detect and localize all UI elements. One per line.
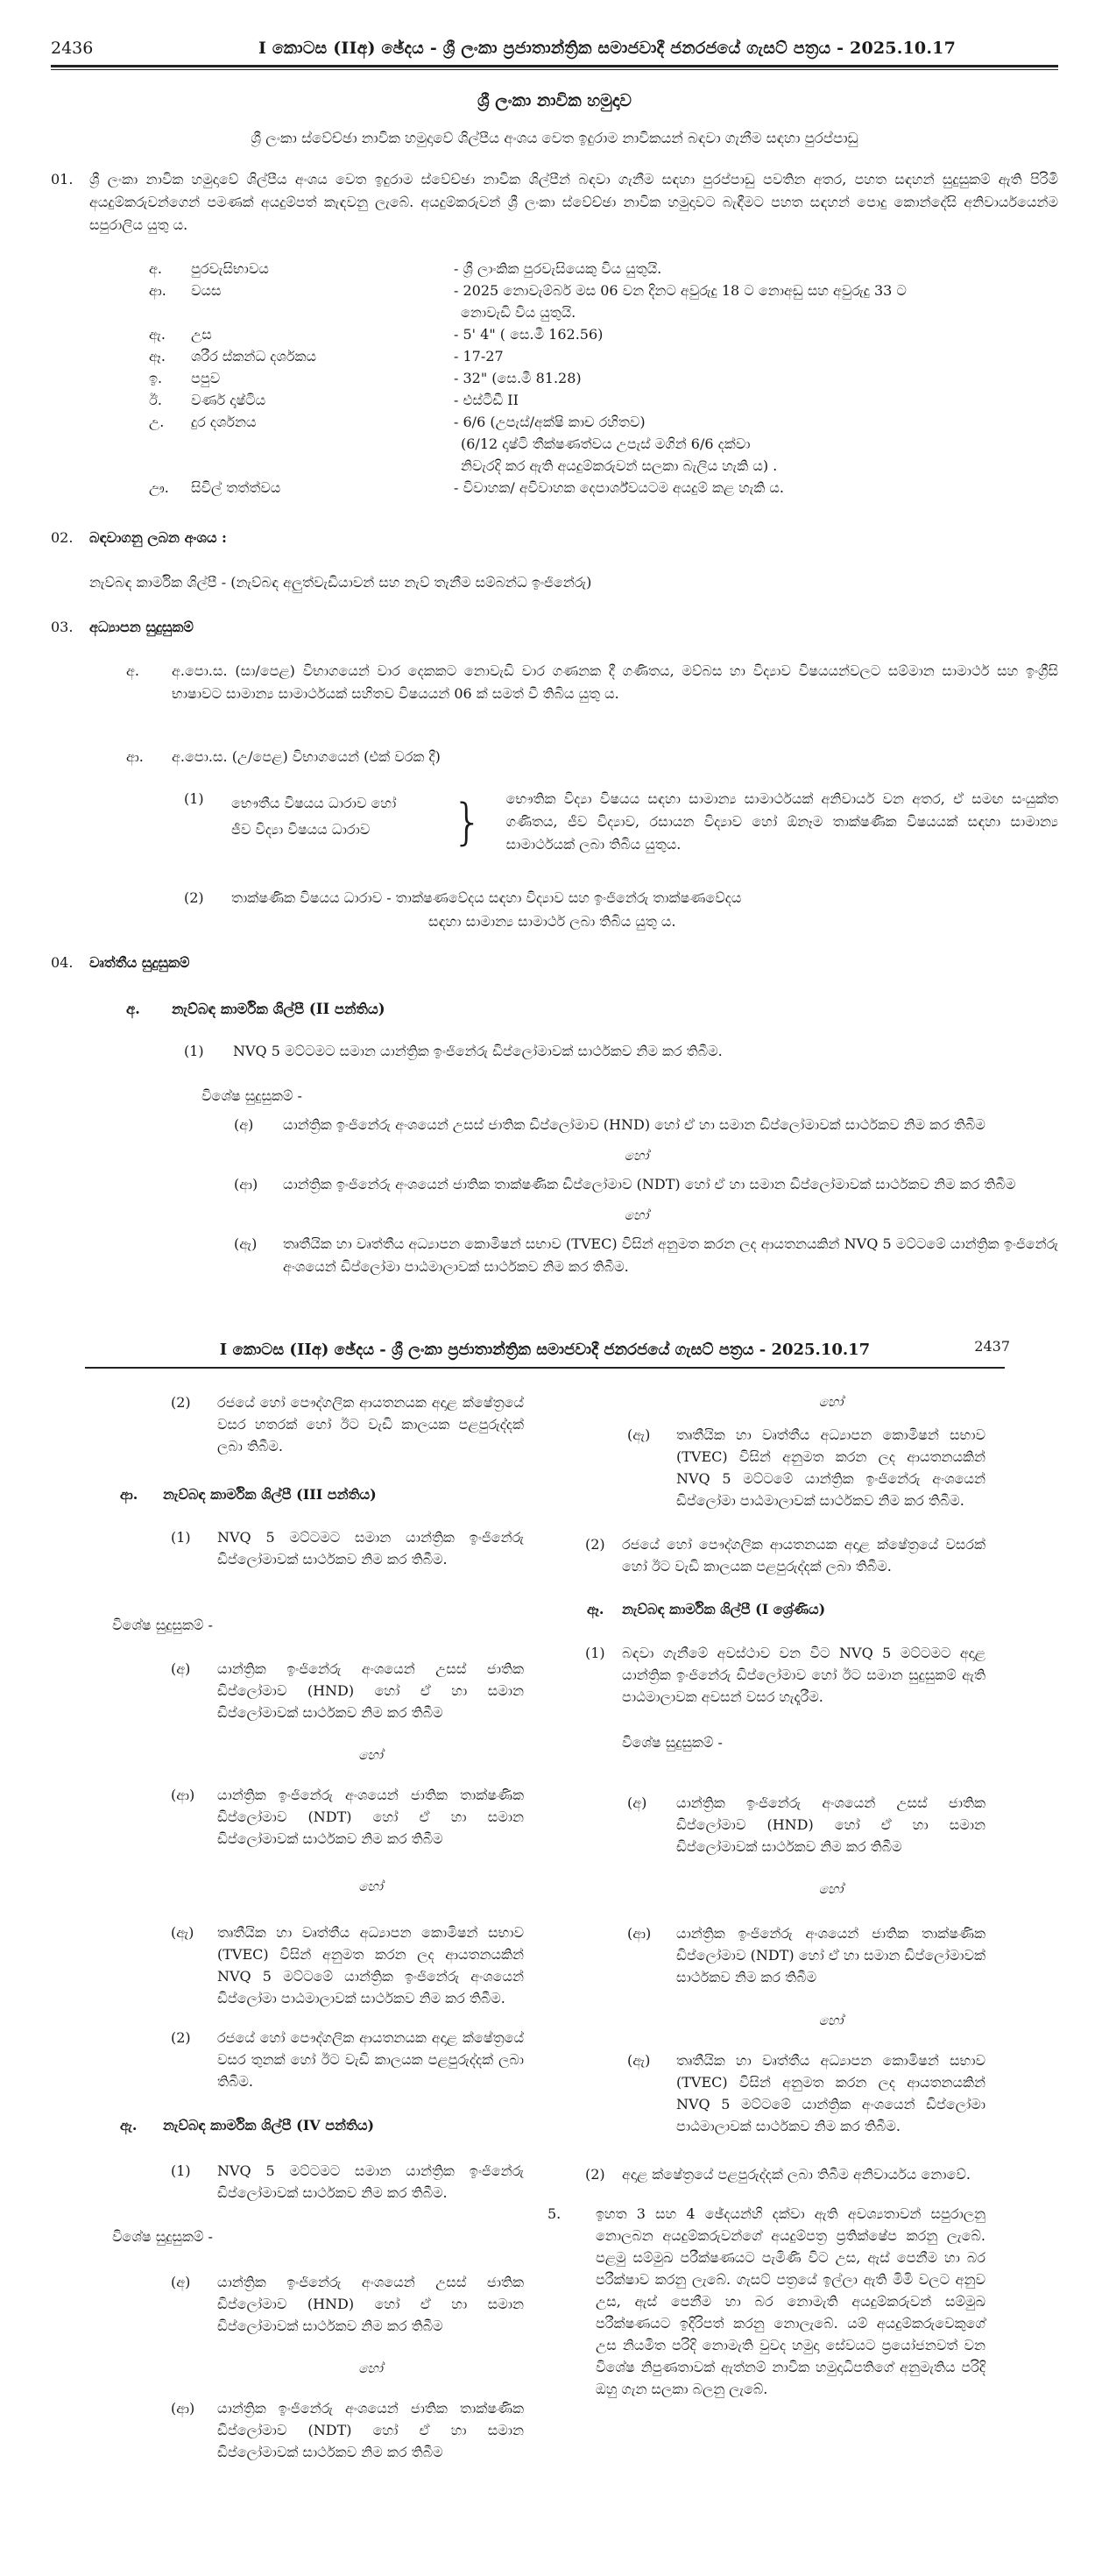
item-text: අ.පො.ස. (සා/පෙළ) විභාගයෙන් වාර දෙකකට නොවැඩි වාර ගණනක දී ගණිතය, මව්බස හා විද්‍යාව විෂයයන්වලට සම්මාන සාමාර්ථ සහ ඉංග්‍රීසි භාෂාවට සාමාන්‍ය සාමාර්ථයක් සහිතව විෂයයන් 06 ක් සමත් වී තිබිය යුතු ය. (172, 662, 1058, 702)
special-qualifications-label: විශේෂ සුදුසුකම් - (112, 2228, 213, 2245)
condition-marker: ඊ. (149, 392, 162, 408)
condition-label: දුර දර්ශනය (191, 414, 257, 430)
clause-item (184, 1040, 1058, 1063)
clause-item (234, 1233, 1058, 1278)
condition-marker: අ. (149, 260, 162, 277)
edu-item-b (126, 746, 1058, 768)
stream-options (231, 788, 449, 856)
clause-text: රජයේ හෝ පෞද්ගලික ආයතනයක අදාළ ක්ෂේත්‍රයේ වසරක් හෝ ඊට වැඩි කාලයක පළපුරුද්දක් ලබා තිබීම. (622, 1536, 985, 1575)
clause-item (48, 2160, 524, 2204)
gazette-header-text: I කොටස (IIඅ) ඡේදය - ශ්‍රී ලංකා ප්‍රජාතාන්ත්‍රික සමාජවාදී ජනරජයේ ගැසට් පත්‍රය - 2025.10.17 (258, 39, 957, 58)
clause-number: (ඇ) (234, 1235, 258, 1252)
stream-requirement-text: භෞතික විද්‍යා විෂයය සඳහා සාමාන්‍ය සාමාර්ථයක් අනිවාර්ය වන අතර, ඒ සමඟ සංයුක්ත ගණිතය, ජීව විද්‍යාව, රසායන විද්‍යාව හෝ ඕනෑම තාක්ෂණික විෂයයක් සඳහා සාමාන්‍ය සාමාර්ථයක් ලබා තිබිය යුතුය. (505, 790, 1058, 853)
clause-text: යාන්ත්‍රික ඉංජිනේරු අංශයෙන් ජාතික තාක්ෂණික ඩිප්ලෝමාව (NDT) හෝ ඒ හා සමාන ඩිප්ලෝමාවක් සාර්ථකව නිම කර තිබීම (676, 1925, 985, 1985)
clause-item (574, 1424, 985, 1511)
clause-number: (ආ) (627, 1925, 652, 1942)
clause-text: යාන්ත්‍රික ඉංජිනේරු අංශයෙන් උසස් ජාතික ඩිප්ලෝමාව (HND) හෝ ඒ හා සමාන ඩිප්ලෝමාවක් සාර්ථකව නිම කර තිබීම (283, 1116, 985, 1133)
clause-item (234, 1114, 1058, 1136)
curly-brace-icon: } (452, 793, 484, 851)
clause-text: තෘතීයික හා වෘත්තීය අධ්‍යාපන කොමිෂන් සභාව (TVEC) විසින් අනුමත කරන ලද ආයතනයකින් NVQ 5 මට්ටමේ යාන්ත්‍රික ඉංජිනේරු අංශයෙන් ඩිප්ලෝමා පාඨමාලාවක් සාර්ථකව නිම කර තිබීම. (217, 1924, 524, 2006)
condition-marker: ආ. (149, 282, 166, 299)
section-title: වෘත්තීය සුදුසුකම් (89, 954, 190, 971)
trade-heading-class4 (48, 2114, 524, 2136)
clause-item (574, 2163, 985, 2185)
condition-value: - එස්ටීඩී II (454, 392, 519, 408)
condition-value (454, 411, 1058, 477)
clause-number: (1) (184, 790, 204, 807)
condition-value: - 5' 4" ( සෙ.මී 162.56) (454, 326, 604, 343)
clause-item (574, 1792, 985, 1858)
condition-marker: උ. (149, 414, 165, 430)
clause-text: තෘතීයික හා වෘත්තීය අධ්‍යාපන කොමිෂන් සභාව (TVEC) විසින් අනුමත කරන ලද ආයතනයකින් NVQ 5 මට්ටමේ යාන්ත්‍රික අංශයෙන් ඩිප්ලෝමා පාඨමාලාවක් සාර්ථකව නිම කර තිබීම. (676, 2052, 985, 2134)
clause-text: යාන්ත්‍රික ඉංජිනේරු අංශයෙන් ජාතික තාක්ෂණික ඩිප්ලෝමාව (NDT) හෝ ඒ හා සමාන ඩිප්ලෝමාවක් සාර්ථකව නිම කර තිබීම (217, 2400, 524, 2460)
paragraph-05-number: 5. (547, 2205, 562, 2222)
page2-number: 2437 (974, 1338, 1010, 1355)
clause-number: (ආ) (234, 1176, 258, 1192)
clause-text: යාන්ත්‍රික ඉංජිනේරු අංශයෙන් උසස් ජාතික ඩිප්ලෝමාව (HND) හෝ ඒ හා සමාන ඩිප්ලෝමාවක් සාර්ථකව නිම කර තිබීම (217, 1660, 524, 1721)
condition-label: පපුව (191, 370, 221, 386)
section-number: 02. (51, 529, 74, 546)
section-title: බඳවාගනු ලබන අංශය : (89, 529, 227, 546)
condition-value-line1: - 2025 නොවැම්බර් මස 06 වන දිනට අවුරුදු 18 ට නොඅඩු සහ අවුරුදු 33 ට (454, 282, 907, 299)
page1-header (51, 39, 1058, 58)
condition-marker: ඉ. (149, 370, 163, 386)
clause-number: (1) (171, 1529, 191, 1546)
trade-heading-class2 (126, 998, 1058, 1020)
condition-row-colour-vision (149, 389, 1058, 411)
trade-heading-grade1 (574, 1598, 985, 1620)
trade-heading-class3 (48, 1483, 524, 1505)
condition-row-vision (149, 411, 1058, 477)
clause-text: යාන්ත්‍රික ඉංජිනේරු අංශයෙන් උසස් ජාතික ඩිප්ලෝමාව (HND) හෝ ඒ හා සමාන ඩිප්ලෝමාවක් සාර්ථකව නිම කර තිබීම (676, 1794, 985, 1855)
condition-value-line2: නොවැඩි විය යුතුයි. (461, 304, 576, 321)
two-column-body (48, 1391, 1109, 2463)
clause-number: (2) (184, 889, 204, 906)
condition-row-height (149, 323, 1058, 345)
item-marker: අ. (126, 662, 139, 679)
trade-heading-text: නැව්බඳ කාර්මික ශිල්පී (III පන්තිය) (163, 1486, 377, 1503)
section-title: අධ්‍යාපන සුදුසුකම් (89, 619, 194, 635)
item-marker: ආ. (120, 1486, 138, 1503)
section-03-heading (51, 616, 1058, 638)
stream-option-1: භෞතීය විෂයය ධාරාව හෝ (231, 795, 397, 811)
clause-text-line2: සඳහා සාමාන්‍ය සාමාර්ථ ලබා තිබිය යුතු ය. (428, 913, 676, 930)
condition-value: - විවාහක/ අවිවාහක දෙපාර්ශ්වයටම අයදුම් කළ හැකි ය. (454, 479, 784, 496)
edu-item-a (126, 660, 1058, 705)
condition-value-line3: නිවැරදි කර ඇති අයදුම්කරුවන් සලකා බැලිය හැකි ය) . (461, 457, 778, 474)
clause-text: යාන්ත්‍රික ඉංජිනේරු අංශයෙන් ජාතික තාක්ෂණික ඩිප්ලෝමාව (NDT) හෝ ඒ හා සමාන ඩිප්ලෝමාවක් සාර්ථකව නිම කර තිබීම (217, 1787, 524, 1847)
condition-value-line1: - 6/6 (උපැස්/අක්ෂි කාච රහිතව) (454, 414, 646, 430)
condition-label: වර්ණ දෘෂ්ටිය (191, 392, 266, 408)
or-separator: හෝ (358, 1879, 383, 1894)
item-marker: අ. (126, 1001, 140, 1017)
item-marker: ආ. (126, 748, 144, 765)
document-subtitle: ශ්‍රී ලංකා ස්වේච්ඡා නාවික හමුදාවේ ශිල්පීය අංශය වෙත ඉදුරාම නාවිකයන් බඳවා ගැනීම සඳහා පුරප්පාඩු (251, 130, 858, 146)
condition-row-civil-status (149, 477, 1058, 499)
clause-number: (2) (585, 2166, 605, 2183)
clause-item (48, 2027, 524, 2092)
condition-value: - 17-27 (454, 348, 504, 364)
or-separator: හෝ (624, 1207, 649, 1223)
section-02-heading (51, 527, 1058, 548)
condition-row-citizenship (149, 258, 1058, 280)
condition-value-line2: (6/12 දෘෂ්ටි තීක්ෂණත්වය උපැස් මගින් 6/6 දක්වා (461, 435, 751, 452)
or-separator: හෝ (358, 1747, 383, 1763)
condition-label: උස (191, 326, 212, 343)
or-separator: හෝ (624, 1148, 649, 1164)
condition-marker: ඈ. (149, 348, 166, 364)
clause-item (234, 1173, 1058, 1196)
clause-number: (1) (585, 1645, 605, 1661)
stream-option-2: ජීව විද්‍යා විෂයය ධාරාව (231, 821, 371, 838)
condition-marker: ඌ. (149, 479, 169, 496)
page2-header (85, 1338, 1010, 1360)
condition-label: ශරීර ස්කන්ධ දර්ශකය (191, 348, 316, 364)
clause-item (574, 2049, 985, 2137)
clause-text-line1: තාක්ෂණික විෂයය ධාරාව - තාක්ෂණවේදය සඳහා විද්‍යාව සහ ඉංජිනේරු තාක්ෂණවේදය (231, 889, 742, 906)
clause-text: රජයේ හෝ පෞද්ගලික ආයතනයක අදාළ ක්ෂේත්‍රයේ වසර හතරක් හෝ ඊට වැඩි කාලයක පළපුරුද්දක් ලබා තිබීම. (217, 1394, 524, 1454)
clause-item (48, 2397, 524, 2463)
or-separator: හෝ (818, 1881, 844, 1897)
clause-item (574, 1533, 985, 1577)
clause-number: (අ) (171, 2274, 191, 2290)
condition-label: වයස (191, 282, 222, 299)
clause-item (574, 1642, 985, 1708)
item-marker: ඈ. (587, 1601, 604, 1617)
right-column (547, 1391, 985, 2463)
header-divider (85, 1367, 1005, 1369)
clause-number: (අ) (171, 1660, 191, 1677)
section-04-heading (51, 952, 1058, 973)
clause-text: යාන්ත්‍රික ඉංජිනේරු අංශයෙන් ජාතික තාක්ෂණික ඩිප්ලෝමාව (NDT) හෝ ඒ හා සමාන ඩිප්ලෝමාවක් සාර්ථකව නිම කර තිබීම (283, 1176, 1016, 1192)
clause-text: අදාළ ක්ෂේත්‍රයේ පළපුරුද්දක් ලබා තිබීම අනිවාර්යය නොවේ. (622, 2166, 971, 2183)
condition-label: සිවිල් තත්ත්වය (191, 479, 281, 496)
condition-marker: ඇ. (149, 326, 166, 343)
recruitment-branch-line: නැව්බඳ කාර්මික ශිල්පී - (නැව්බඳ අලුත්වැඩියාවන් සහ නැව් තැනීම සම්බන්ධ ඉංජිනේරු) (89, 574, 592, 591)
page1-number: 2436 (51, 39, 94, 58)
paragraph-01 (51, 168, 1058, 237)
clause-item (48, 1784, 524, 1850)
clause-number: (2) (171, 1394, 191, 1411)
clause-number: (අ) (234, 1116, 254, 1133)
general-conditions-list (149, 258, 1058, 499)
clause-number: (ඇ) (627, 2052, 651, 2069)
gazette-page-2 (0, 1338, 1109, 2463)
clause-number: (ආ) (171, 2400, 195, 2417)
clause-number: (1) (171, 2162, 191, 2179)
document-title: ශ්‍රී ලංකා නාවික හමුදාව (477, 91, 632, 110)
condition-row-age (149, 280, 1058, 323)
section-number: 03. (51, 619, 74, 635)
tech-stream-block (184, 886, 1058, 933)
header-divider (51, 65, 1058, 70)
or-separator: හෝ (818, 2013, 844, 2028)
clause-item (48, 1526, 524, 1570)
left-column (48, 1391, 524, 2463)
clause-number: (අ) (627, 1794, 647, 1811)
or-separator: හෝ (358, 2360, 383, 2376)
clause-text: බඳවා ගැනීමේ අවස්ථාව වන විට NVQ 5 මට්ටමට අදාළ යාන්ත්‍රික ඉංජිනේරු ඩිප්ලෝමාව හෝ ඊට සමාන සුදුසුකම් ඇති පාඨමාලාවක අවසන් වසර හැදෑරීම. (622, 1645, 985, 1705)
clause-text (231, 886, 1058, 933)
condition-value: - ශ්‍රී ලාංකික පුරවැසියෙකු විය යුතුයි. (454, 260, 662, 277)
paragraph-05-text: ඉහත 3 සහ 4 ඡේදයන්හි දක්වා ඇති අවශ්‍යතාවන් සපුරාලනු නොලබන අයදුම්කරුවන්ගේ අයදුම්පත්‍ර ප්‍රතික්ෂේප කරනු ලැබේ. පළමු සම්මුඛ පරීක්ෂණයට පැමිණි විට උස, ඇස් පෙනීම හා බර පරීක්ෂාව කරනු ලැබේ. ගැසට් පත්‍රයේ ඉල්ලා ඇති මිමි වලට අනුව උස, ඇස් පෙනීම හා බර නොමැති අයදුම්කරුවන් සම්මුඛ පරීක්ෂණයට ඉදිරිපත් කරනු නොලැබේ. යම් අයදුම්කරුවෙකුගේ උස නියමිත පරිදි නොමැති වුවද හමුදා සේවයට ප්‍රයෝජනවත් වන විශේෂ නිපුණතාවක් ඇත්නම් නාවික හමුදාධිපතිගේ අනුමැතිය පරිදි ඔහු ගැන සලකා බලනු ලැබේ. (596, 2205, 985, 2397)
clause-item (48, 1658, 524, 1723)
clause-text: තෘතීයික හා වෘත්තීය අධ්‍යාපන කොමිෂන් සභාව (TVEC) විසින් අනුමත කරන ලද ආයතනයකින් NVQ 5 මට්ටමේ යාන්ත්‍රික ඉංජිනේරු අංශයෙන් ඩිප්ලෝමා පාඨමාලාවක් සාර්ථකව නිම කර තිබීම. (283, 1235, 1058, 1275)
subject-stream-block (184, 788, 1058, 856)
special-qualifications-label: විශේෂ සුදුසුකම් - (201, 1087, 302, 1104)
trade-heading-text: නැව්බඳ කාර්මික ශිල්පී (I ශ්‍රේණිය) (622, 1601, 826, 1617)
clause-text: NVQ 5 මට්ටමට සමාන යාන්ත්‍රික ඉංජිනේරු ඩිප්ලෝමාවක් සාර්ථකව නිම කර තිබීම. (217, 2162, 524, 2201)
clause-item (48, 1921, 524, 2009)
paragraph-05 (547, 2203, 985, 2400)
condition-value: - 32" (සෙ.මී 81.28) (454, 370, 582, 386)
condition-value (454, 280, 1058, 323)
clause-number: (1) (184, 1043, 204, 1059)
trade-heading-text: නැව්බඳ කාර්මික ශිල්පී (II පන්තිය) (172, 1001, 385, 1017)
clause-text: තෘතීයික හා වෘත්තීය අධ්‍යාපන කොමිෂන් සභාව (TVEC) විසින් අනුමත කරන ලද ආයතනයකින් NVQ 5 මට්ටමේ යාන්ත්‍රික ඉංජිනේරු අංශයෙන් ඩිප්ලෝමා පාඨමාලාවක් සාර්ථකව නිම කර තිබීම. (676, 1426, 985, 1509)
item-marker: ඇ. (120, 2117, 138, 2134)
clause-item (48, 2271, 524, 2337)
condition-row-bmi (149, 345, 1058, 367)
clause-text: NVQ 5 මට්ටමට සමාන යාන්ත්‍රික ඉංජිනේරු ඩිප්ලෝමාවක් සාර්ථකව නිම කර තිබීම. (233, 1043, 723, 1059)
clause-item (48, 1391, 524, 1457)
condition-label: පුරවැසිභාවය (191, 260, 269, 277)
clause-number: (ඇ) (171, 1924, 194, 1941)
clause-number: (ඇ) (627, 1426, 651, 1443)
section-number: 04. (51, 954, 74, 971)
clause-text: රජයේ හෝ පෞද්ගලික ආයතනයක අදාළ ක්ෂේත්‍රයේ වසර තුනක් හෝ ඊට වැඩි කාලයක පළපුරුද්දක් ලබා තිබීම. (217, 2029, 524, 2090)
paragraph-01-text: ශ්‍රී ලංකා නාවික හමුදාවේ ශිල්පීය අංශය වෙත ඉදුරාම ස්වේච්ඡා නාවික ශිල්පීන් බඳවා ගැනීම සඳහා පුරප්පාඩු පවතින අතර, පහත සඳහන් සුදුසුකම් ඇති පිරිමි අයදුම්කරුවන්ගෙන් පමණක් අයදුම්පත් කැඳවනු ලැබේ. අයදුම්කරුවන් ශ්‍රී ලංකා ස්වේච්ඡා නාවික හමුදාවට බැඳීමට පහත සඳහන් පොදු කොන්දේසි අනිවාර්යයෙන්ම සපුරාලිය යුතු ය. (89, 171, 1058, 233)
clause-number: (2) (585, 1536, 605, 1553)
trade-heading-text: නැව්බඳ කාර්මික ශිල්පී (IV පන්තිය) (163, 2117, 375, 2134)
gazette-header-text: I කොටස (IIඅ) ඡේදය - ශ්‍රී ලංකා ප්‍රජාතාන්ත්‍රික සමාජවාදී ජනරජයේ ගැසට් පත්‍රය - 2025.10.17 (219, 1341, 871, 1359)
clause-text: NVQ 5 මට්ටමට සමාන යාන්ත්‍රික ඉංජිනේරු ඩිප්ලෝමාවක් සාර්ථකව නිම කර තිබීම. (217, 1529, 524, 1568)
clause-text: යාන්ත්‍රික ඉංජිනේරු අංශයෙන් උසස් ජාතික ඩිප්ලෝමාව (HND) හෝ ඒ හා සමාන ඩිප්ලෝමාවක් සාර්ථකව නිම කර තිබීම (217, 2274, 524, 2334)
clause-number: (2) (171, 2029, 191, 2046)
paragraph-01-number: 01. (51, 171, 74, 188)
item-text: අ.පො.ස. (උ/පෙළ) විභාගයෙන් (එක් වරක දී) (172, 748, 441, 765)
special-qualifications-label: විශේෂ සුදුසුකම් - (622, 1734, 723, 1751)
or-separator: හෝ (818, 1394, 844, 1410)
clause-number: (ආ) (171, 1787, 195, 1803)
special-qualifications-label: විශේෂ සුදුසුකම් - (112, 1617, 213, 1633)
clause-item (574, 1922, 985, 1988)
condition-row-chest (149, 367, 1058, 389)
